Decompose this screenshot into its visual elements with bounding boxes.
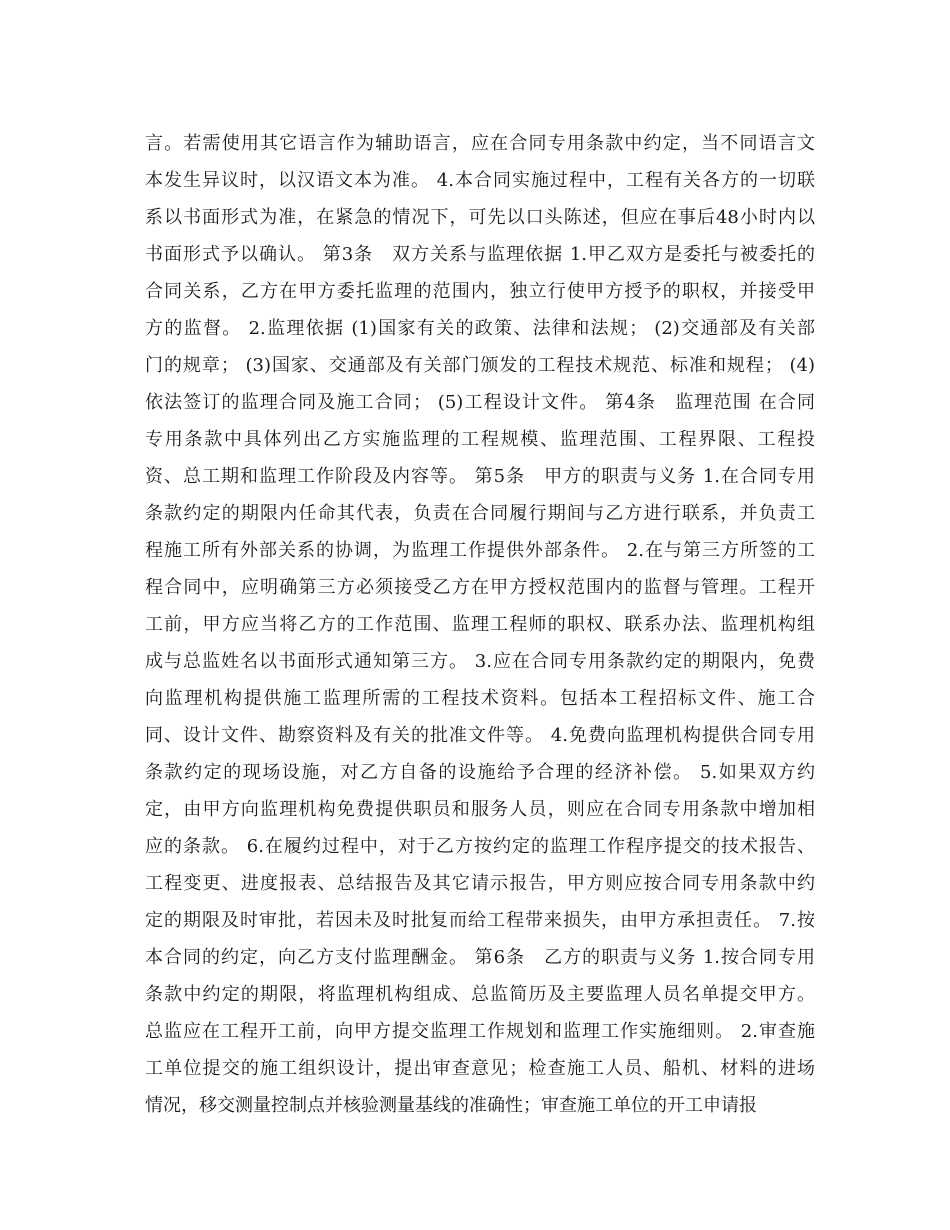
text-line: 向监理机构提供施工监理所需的工程技术资料。包括本工程招标文件、施工合 <box>145 688 815 709</box>
text-line: 定，由甲方向监理机构免费提供职员和服务人员，则应在合同专用条款中增加相 <box>145 799 815 820</box>
text-line: 情况，移交测量控制点并核验测量基线的准确性；审查施工单位的开工申请报 <box>145 1095 757 1116</box>
text-line: 成与总监姓名以书面形式通知第三方。 3.应在合同专用条款约定的期限内，免费 <box>145 651 815 672</box>
text-line: 总监应在工程开工前，向甲方提交监理工作规划和监理工作实施细则。 2.审查施 <box>145 1021 815 1042</box>
text-line: 系以书面形式为准，在紧急的情况下，可先以口头陈述，但应在事后48小时内以 <box>145 207 815 228</box>
text-line: 程合同中，应明确第三方必须接受乙方在甲方授权范围内的监督与管理。工程开 <box>145 577 815 598</box>
text-line: 应的条款。 6.在履约过程中，对于乙方按约定的监理工作程序提交的技术报告、 <box>145 836 815 857</box>
text-line: 条款中约定的期限，将监理机构组成、总监简历及主要监理人员名单提交甲方。 <box>145 984 815 1005</box>
text-line: 程施工所有外部关系的协调，为监理工作提供外部条件。 2.在与第三方所签的工 <box>145 540 815 561</box>
text-line: 同、设计文件、勘察资料及有关的批准文件等。 4.免费向监理机构提供合同专用 <box>145 725 815 746</box>
text-line: 条款约定的现场设施，对乙方自备的设施给予合理的经济补偿。 5.如果双方约 <box>145 762 815 783</box>
text-line: 工前，甲方应当将乙方的工作范围、监理工程师的职权、联系办法、监理机构组 <box>145 614 815 635</box>
text-line: 合同关系，乙方在甲方委托监理的范围内，独立行使甲方授予的职权，并接受甲 <box>145 281 815 302</box>
text-line: 方的监督。 2.监理依据 (1)国家有关的政策、法律和法规； (2)交通部及有关部 <box>145 318 815 339</box>
text-line: 条款约定的期限内任命其代表，负责在合同履行期间与乙方进行联系，并负责工 <box>145 503 815 524</box>
text-line: 工程变更、进度报表、总结报告及其它请示报告，甲方则应按合同专用条款中约 <box>145 873 815 894</box>
contract-body-text <box>145 125 815 1124</box>
text-line: 本合同的约定，向乙方支付监理酬金。 第6条 乙方的职责与义务 1.按合同专用 <box>145 947 815 968</box>
text-line: 资、总工期和监理工作阶段及内容等。 第5条 甲方的职责与义务 1.在合同专用 <box>145 466 815 487</box>
text-line: 门的规章； (3)国家、交通部及有关部门颁发的工程技术规范、标准和规程； (4) <box>145 355 815 376</box>
text-line: 依法签订的监理合同及施工合同； (5)工程设计文件。 第4条 监理范围 在合同 <box>145 392 815 413</box>
text-line: 定的期限及时审批，若因未及时批复而给工程带来损失，由甲方承担责任。 7.按 <box>145 910 815 931</box>
text-line: 工单位提交的施工组织设计，提出审查意见；检查施工人员、船机、材料的进场 <box>145 1058 815 1079</box>
text-line: 专用条款中具体列出乙方实施监理的工程规模、监理范围、工程界限、工程投 <box>145 429 815 450</box>
text-line: 本发生异议时，以汉语文本为准。 4.本合同实施过程中，工程有关各方的一切联 <box>145 170 815 191</box>
text-line: 书面形式予以确认。 第3条 双方关系与监理依据 1.甲乙双方是委托与被委托的 <box>145 244 815 265</box>
text-line: 言。若需使用其它语言作为辅助语言，应在合同专用条款中约定，当不同语言文 <box>145 133 815 154</box>
